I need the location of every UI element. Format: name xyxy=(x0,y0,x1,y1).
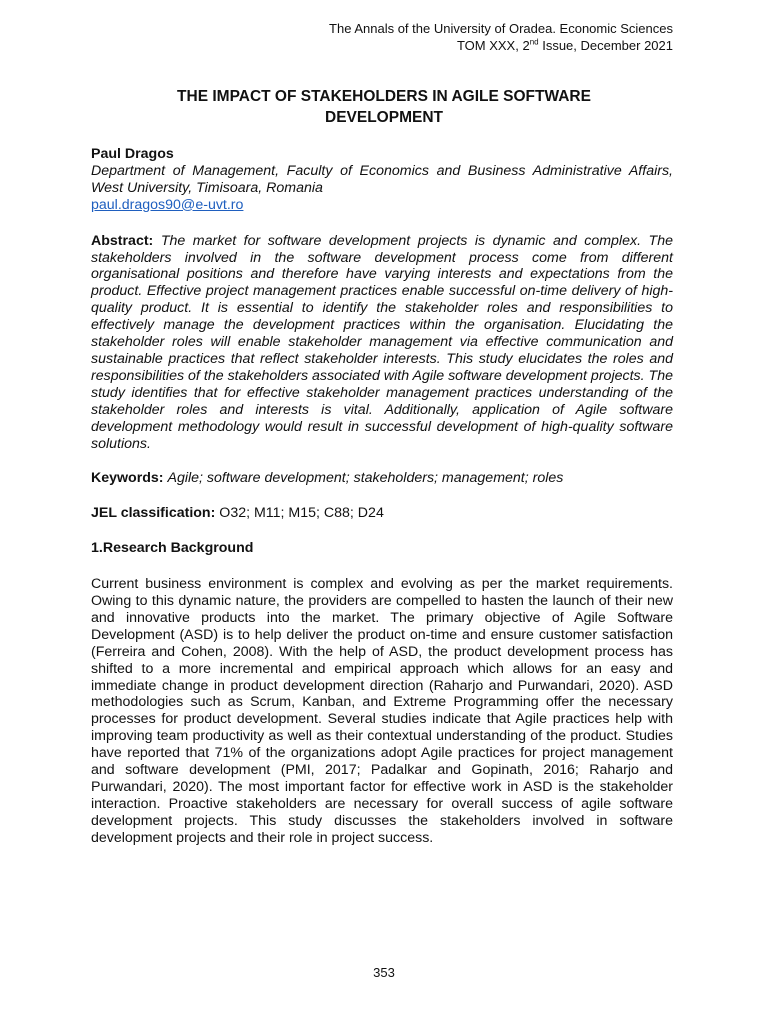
section-body: Current business environment is complex and evolving as per the market requirements. Owing to this dynamic nature, the providers are compelled to hasten the launch of their new and innovative products into the market. The primary objective of Agile Software Development (ASD) is to help deliver the product on-time and ensure customer satisfaction (Ferreira and Cohen, 2008). With the help of ASD, the product development process has shifted to a more incremental and empirical approach which allows for an easy and immediate change in product development direction (Raharjo and Purwandari, 2020). ASD methodologies such as Scrum, Kanban, and Extreme Programming offer the necessary processes for product development. Several studies indicate that Agile practices help with improving team productivity as well as their contextual understanding of the product. Studies have reported that 71% of the organizations adopt Agile practices for project management and software development (PMI, 2017; Padalkar and Gopinath, 2016; Raharjo and Purwandari, 2020). The most important factor for effective work in ASD is the stakeholder interaction. Proactive stakeholders are necessary for overall success of agile software development projects. This study discusses the stakeholders involved in software development projects and their role in project success. xyxy=(91,576,673,846)
keywords xyxy=(91,470,673,487)
author-name: Paul Dragos xyxy=(91,146,174,162)
keywords-text: Agile; software development; stakeholders; management; roles xyxy=(167,470,564,487)
jel-classification xyxy=(91,505,673,522)
section-heading: 1.Research Background xyxy=(91,540,254,557)
abstract-label: Abstract: xyxy=(91,232,154,249)
jel-label: JEL classification: xyxy=(91,505,216,522)
abstract xyxy=(91,233,673,453)
issue-line: TOM XXX, 2nd Issue, December 2021 xyxy=(456,37,673,53)
journal-name: The Annals of the University of Oradea. Economic Sciences xyxy=(329,21,673,36)
author-affiliation: Department of Management, Faculty of Economics and Business Administrative Affairs, West University, Timisoara, Romania xyxy=(91,162,673,196)
abstract-text: The market for software development projects is dynamic and complex. The stakeholders involved in the software development process come from different organisational positions and therefore have varying interests and expectations from the product. Effective project management practices enable successful on-time delivery of high-quality product. It is essential to identify the stakeholder roles and responsibilities to effectively manage the development practices within the organisation. Elucidating the stakeholder roles will enable stakeholder management via effective communication and sustainable practices that reflect stakeholder interests. This study elucidates the roles and responsibilities of the stakeholders associated with Agile software development projects. The study identifies that for effective stakeholder management practices understanding of the stakeholder roles and interests is vital. Additionally, application of Agile software development methodology would result in successful development of high-quality software solutions. xyxy=(91,232,673,452)
paper-title: THE IMPACT OF STAKEHOLDERS IN AGILE SOFTWARE DEVELOPMENT xyxy=(177,88,591,126)
keywords-label: Keywords: xyxy=(91,470,164,487)
journal-header xyxy=(329,20,673,54)
jel-codes: O32; M11; M15; C88; D24 xyxy=(219,505,384,522)
paper-body xyxy=(91,146,673,865)
page-number: 353 xyxy=(373,965,395,980)
author-email-link[interactable]: paul.dragos90@e-uvt.ro xyxy=(91,196,244,213)
